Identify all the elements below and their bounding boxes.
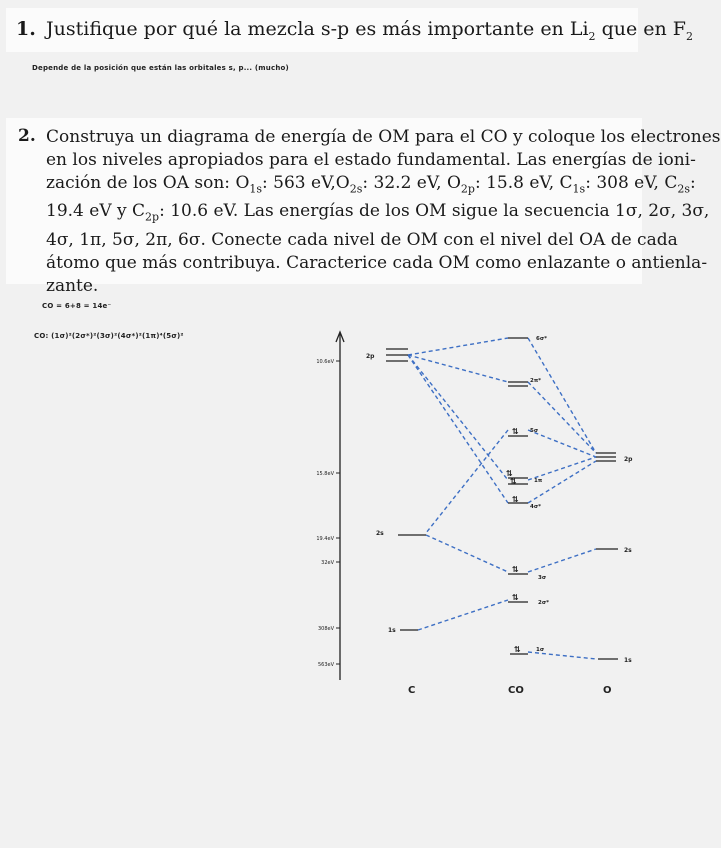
o-1s-label: 1s	[624, 657, 632, 664]
electron-pair-4sigma: ⇅	[512, 495, 519, 504]
mo-label-6sigma: 6σ*	[536, 336, 547, 342]
electron-pair-1pi-b: ⇅	[510, 477, 517, 486]
electron-pair-1sigma: ⇅	[514, 645, 521, 654]
c-atomic-levels	[386, 349, 426, 630]
o-2p-label: 2p	[624, 456, 633, 463]
answer-1-handwriting: Depende de la posición que están las orbitales s, p... (mucho)	[32, 64, 289, 72]
axis-label-308: 308eV	[317, 626, 334, 632]
mo-label-2pi: 2π*	[530, 378, 542, 384]
electron-count-handwriting: CO = 6+8 = 14e⁻	[42, 302, 112, 310]
mo-label-3sigma: 3σ	[538, 575, 547, 581]
mo-label-2sigma: 2σ*	[538, 600, 549, 606]
mo-label-4sigma: 4σ*	[530, 504, 541, 510]
mo-label-1sigma: 1σ	[536, 647, 545, 653]
axis-label-32: 32eV	[321, 560, 334, 566]
question-2-number: 2.	[18, 126, 36, 146]
electron-pair-1pi-a: ⇅	[506, 469, 513, 478]
column-label-o: O	[603, 685, 612, 696]
axis-label-10.6: 10.6eV	[316, 359, 334, 365]
electron-pair-3sigma: ⇅	[512, 565, 519, 574]
electron-pair-2sigma: ⇅	[512, 593, 519, 602]
column-label-co: CO	[508, 685, 524, 696]
mo-label-1pi: 1π	[534, 478, 543, 484]
c-2s-label: 2s	[376, 530, 384, 537]
axis-label-15.8: 15.8eV	[316, 471, 334, 477]
axis-label-19.4: 19.4eV	[316, 536, 334, 542]
question-2-text: Construya un diagrama de energía de OM para el CO y coloque los electrones en los niveles apropiados para el estado fundamental. Las energías de ioni- zación de los OA son: $O_{1s}$: 563 $eV,O_{2s}$: 32.2 eV, $O_{2p}$: 15.8 eV, $C_{1s}$: 308 eV, $C_{2s}$: 19.4 eV y $C_{2p}$: 10.6 eV. Las energías de los OM sigue la secuencia 1σ, 2σ, 3σ, 4σ, 1π, 5σ, 2π, 6σ. Conecte cada nivel de OM con el nivel del OA de cada átomo que más contribuya. Caracterice cada OM como enlazante o antienla- zante.	[46, 127, 721, 296]
correlation-lines	[408, 338, 596, 659]
c-1s-label: 1s	[388, 627, 396, 634]
o-2s-label: 2s	[624, 547, 632, 554]
c-2p-label: 2p	[366, 353, 375, 360]
o-atomic-levels	[596, 453, 618, 659]
column-label-c: C	[408, 685, 416, 696]
question-1-text: Justifique por qué la mezcla s-p es más importante en $Li_2$ que en $F_2$	[46, 18, 693, 43]
mo-label-5sigma: 5σ	[530, 428, 539, 434]
configuration-handwriting: CO: (1σ)²(2σ*)²(3σ)²(4σ*)²(1π)⁴(5σ)²	[34, 332, 184, 340]
axis-label-563: 563eV	[317, 662, 334, 668]
electron-pair-5sigma: ⇅	[512, 427, 519, 436]
question-1-number: 1.	[16, 18, 36, 40]
